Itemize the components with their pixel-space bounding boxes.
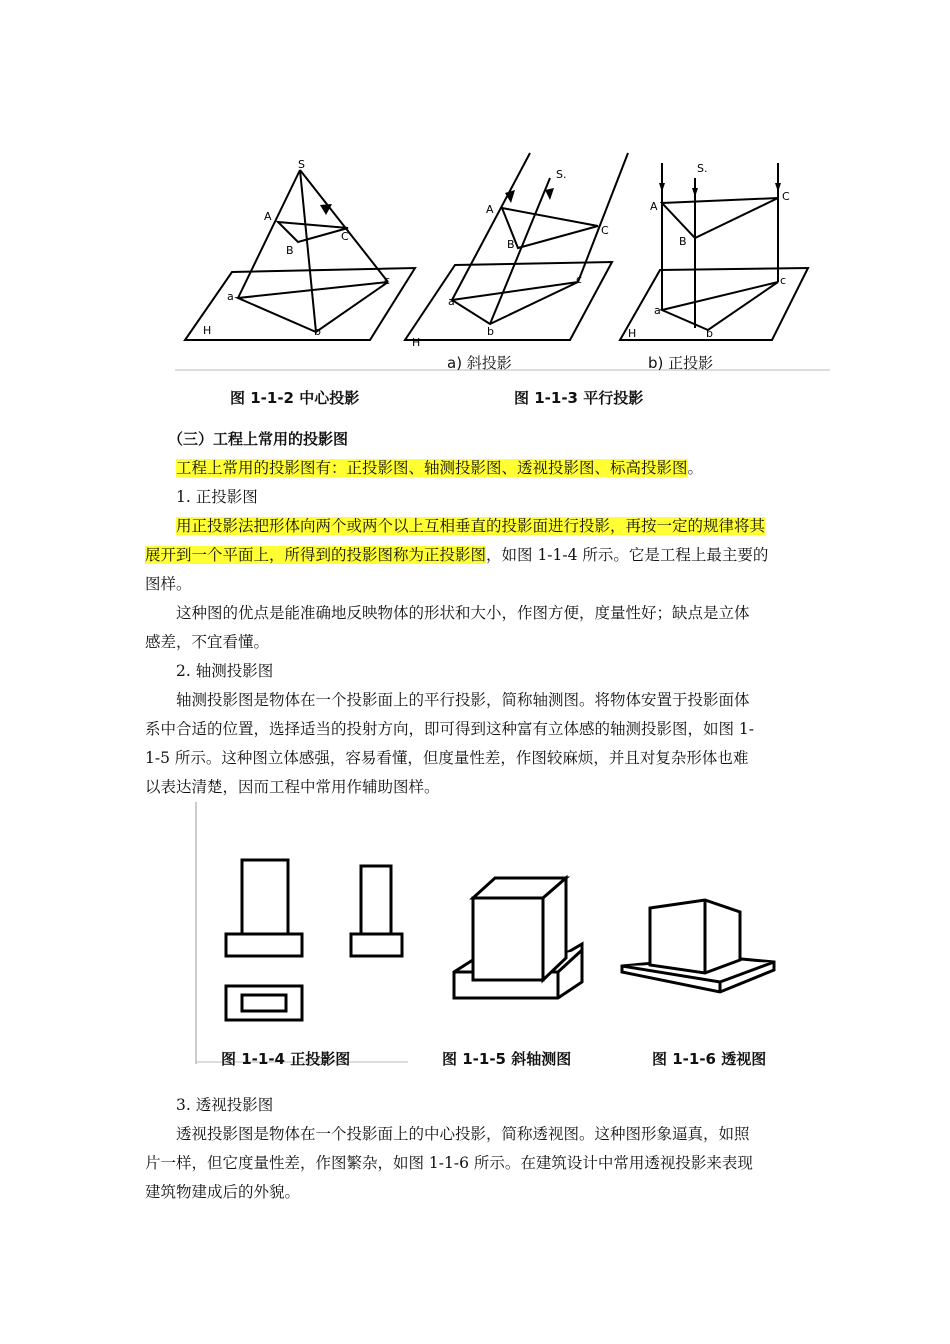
- item3-line1: 透视投影图是物体在一个投影面上的中心投影，简称透视图。这种图形象逼真，如照: [176, 1125, 750, 1143]
- label-C: C: [782, 190, 790, 203]
- label-a: a: [654, 304, 661, 317]
- item1-p1-line3: 图样。: [145, 575, 192, 593]
- item1-p2-line1: 这种图的优点是能准确地反映物体的形状和大小，作图方便，度量性好；缺点是立体: [176, 604, 750, 622]
- label-b: b: [487, 325, 494, 338]
- label-B: B: [507, 238, 515, 251]
- caption-oblique-axonometric: 图 1-1-5 斜轴测图: [442, 1050, 572, 1068]
- caption-parallel-projection: 图 1-1-3 平行投影: [514, 389, 644, 407]
- label-A: A: [264, 210, 272, 223]
- item1-p1-line2: 展开到一个平面上，所得到的投影图称为正投影图，如图 1-1-4 所示。它是工程上最主要的: [145, 546, 769, 564]
- subcaption-orthogonal: b) 正投影: [648, 354, 714, 372]
- caption-perspective: 图 1-1-6 透视图: [652, 1050, 767, 1068]
- intro-tail: 。: [687, 459, 704, 477]
- section-heading: （三）工程上常用的投影图: [168, 430, 349, 448]
- label-A: A: [650, 200, 658, 213]
- label-c: c: [384, 274, 391, 287]
- item3-title: 3. 透视投影图: [176, 1096, 274, 1114]
- intro-highlight: 工程上常用的投影图有：正投影图、轴测投影图、透视投影图、标高投影图: [176, 459, 688, 477]
- subcaption-oblique: a) 斜投影: [447, 354, 512, 372]
- label-b: b: [314, 325, 321, 338]
- item3-line3: 建筑物建成后的外貌。: [145, 1183, 301, 1201]
- label-a: a: [227, 290, 234, 303]
- label-S: S: [298, 158, 305, 171]
- label-B: B: [286, 244, 294, 257]
- label-C: C: [601, 224, 609, 237]
- label-c: c: [576, 273, 583, 286]
- item3-line2: 片一样，但它度量性差，作图繁杂，如图 1-1-6 所示。在建筑设计中常用透视投影来表现: [145, 1154, 753, 1172]
- label-a: a: [448, 295, 455, 308]
- drawing-types-figure: [0, 790, 950, 1080]
- item2-line1: 轴测投影图是物体在一个投影面上的平行投影，简称轴测图。将物体安置于投影面体: [176, 691, 750, 709]
- item2-line3: 1-5 所示。这种图立体感强，容易看懂，但度量性差，作图较麻烦，并且对复杂形体也难: [145, 749, 749, 767]
- item1-p1-line1: 用正投影法把形体向两个或两个以上互相垂直的投影面进行投影，再按一定的规律将其: [176, 517, 766, 535]
- label-S: S.: [556, 168, 567, 181]
- intro-paragraph: [176, 454, 703, 483]
- caption-orthographic: 图 1-1-4 正投影图: [221, 1050, 351, 1068]
- label-H: H: [412, 336, 421, 349]
- label-S: S.: [697, 162, 708, 175]
- caption-central-projection: 图 1-1-2 中心投影: [230, 389, 360, 407]
- label-C: C: [341, 230, 349, 243]
- item2-line2: 系中合适的位置，选择适当的投射方向，即可得到这种富有立体感的轴测投影图，如图 1-: [145, 720, 755, 738]
- label-H: H: [203, 324, 212, 337]
- label-b: b: [706, 327, 713, 340]
- label-A: A: [486, 203, 494, 216]
- item2-line4: 以表达清楚，因而工程中常用作辅助图样。: [145, 778, 440, 796]
- label-c: c: [780, 274, 787, 287]
- item1-title: 1. 正投影图: [176, 488, 258, 506]
- item1-p2-line2: 感差，不宜看懂。: [145, 633, 270, 651]
- label-B: B: [679, 235, 687, 248]
- item2-title: 2. 轴测投影图: [176, 662, 274, 680]
- label-H: H: [628, 327, 637, 340]
